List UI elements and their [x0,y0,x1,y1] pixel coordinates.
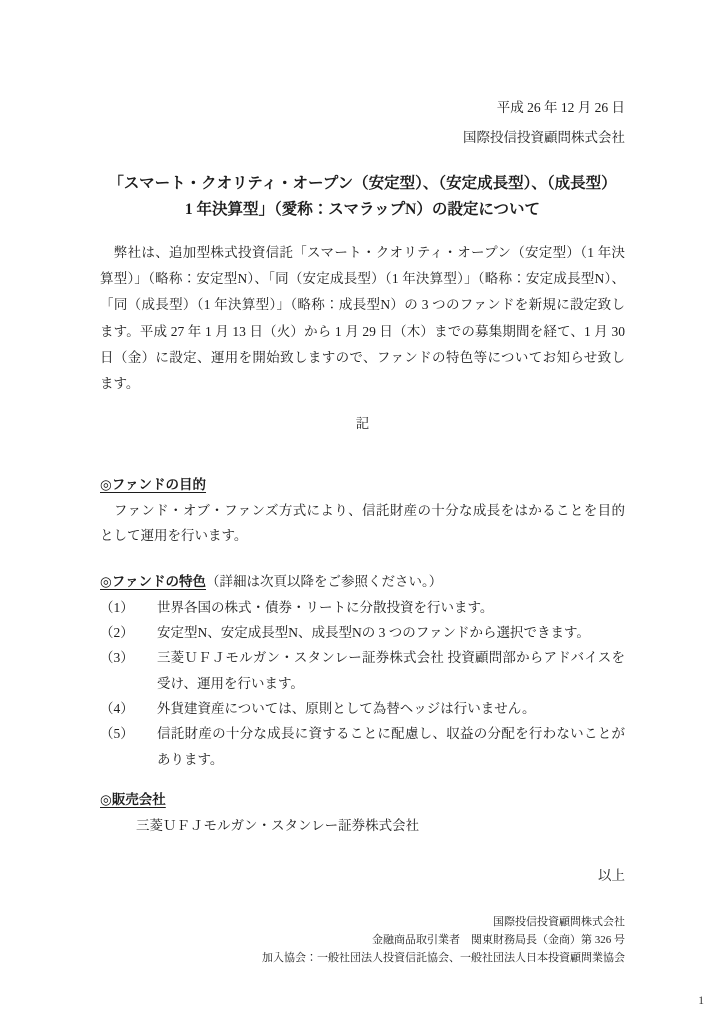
section-fund-purpose [100,472,625,549]
section-distributor [100,787,625,839]
feature-item-1 [100,595,625,620]
feature-item-5-number: （5） [100,726,134,742]
feature-item-2-text: 安定型N、安定成長型N、成長型Nの 3 つのファンドから選択できます。 [157,625,590,641]
feature-list [100,595,625,772]
feature-item-5 [100,721,625,772]
page-number: 1 [698,995,704,1007]
closing-remark: 以上 [598,868,625,884]
feature-item-3-text: 三菱ＵＦＪモルガン・スタンレー証券株式会社 投資顧問部からアドバイスを受け、運用を行います。 [157,650,625,691]
document-title [100,171,625,222]
fund-features-heading-suffix: （詳細は次頁以降をご参照ください。） [206,573,443,589]
document-footer [262,913,625,967]
feature-item-5-text: 信託財産の十分な成長に資することに配慮し、収益の分配を行わないことがあります。 [157,726,625,767]
distributor-heading [100,787,625,813]
feature-item-3 [100,645,625,696]
feature-item-2-number: （2） [100,625,134,641]
feature-item-3-number: （3） [100,650,134,666]
fund-purpose-heading [100,472,625,498]
issuer-company-line: 国際投信投資顧問株式会社 [463,130,625,145]
intro-paragraph: 弊社は、追加型株式投資信託「スマート・クオリティ・オープン（安定型）（1 年決算型）」（略称：安定型N）、「同（安定成長型）（1 年決算型）」（略称：安定成長型N）、「同（成長型）（1 年決算型）」（略称：成長型N）の 3 つのファンドを新規に設定致します。平成 27 年 1 月 13 日（火）から 1 月 29 日（木）までの募集期間を経て、1 月 30 日（金）に設定、運用を開始致しますので、ファンドの特色等についてお知らせ致します。 [100,245,625,392]
feature-item-2 [100,620,625,645]
footer-company-line: 国際投信投資顧問株式会社 [493,916,625,928]
feature-item-4-text: 外貨建資産については、原則として為替ヘッジは行いません。 [157,700,536,716]
feature-item-4-number: （4） [100,700,134,716]
date-line: 平成 26 年 12 月 26 日 [496,100,625,115]
fund-features-heading-text: ◎ファンドの特色 [100,573,207,589]
section-fund-features [100,569,625,772]
distributor-company-name: 三菱ＵＦＪモルガン・スタンレー証券株式会社 [136,817,420,833]
document-title-line2: 1 年決算型」（愛称：スマラップN）の設定について [184,200,541,218]
fund-purpose-heading-text: ◎ファンドの目的 [100,477,207,493]
distributor-heading-text: ◎販売会社 [100,791,166,807]
feature-item-4 [100,696,625,721]
document-title-line1: 「スマート・クオリティ・オープン（安定型）、（安定成長型）、（成長型） [108,175,617,192]
footer-associations-line: 加入協会：一般社団法人投資信託協会、一般社団法人日本投資顧問業協会 [262,952,625,964]
fund-features-heading [100,569,625,595]
feature-item-1-number: （1） [100,599,134,615]
footer-registration-line: 金融商品取引業者 関東財務局長（金商）第 326 号 [372,934,625,946]
feature-item-1-text: 世界各国の株式・債券・リートに分散投資を行います。 [157,599,494,615]
record-mark: 記 [355,416,370,432]
fund-purpose-body: ファンド・オブ・ファンズ方式により、信託財産の十分な成長をはかることを目的として運用を行います。 [100,502,625,544]
document-header [100,93,625,153]
